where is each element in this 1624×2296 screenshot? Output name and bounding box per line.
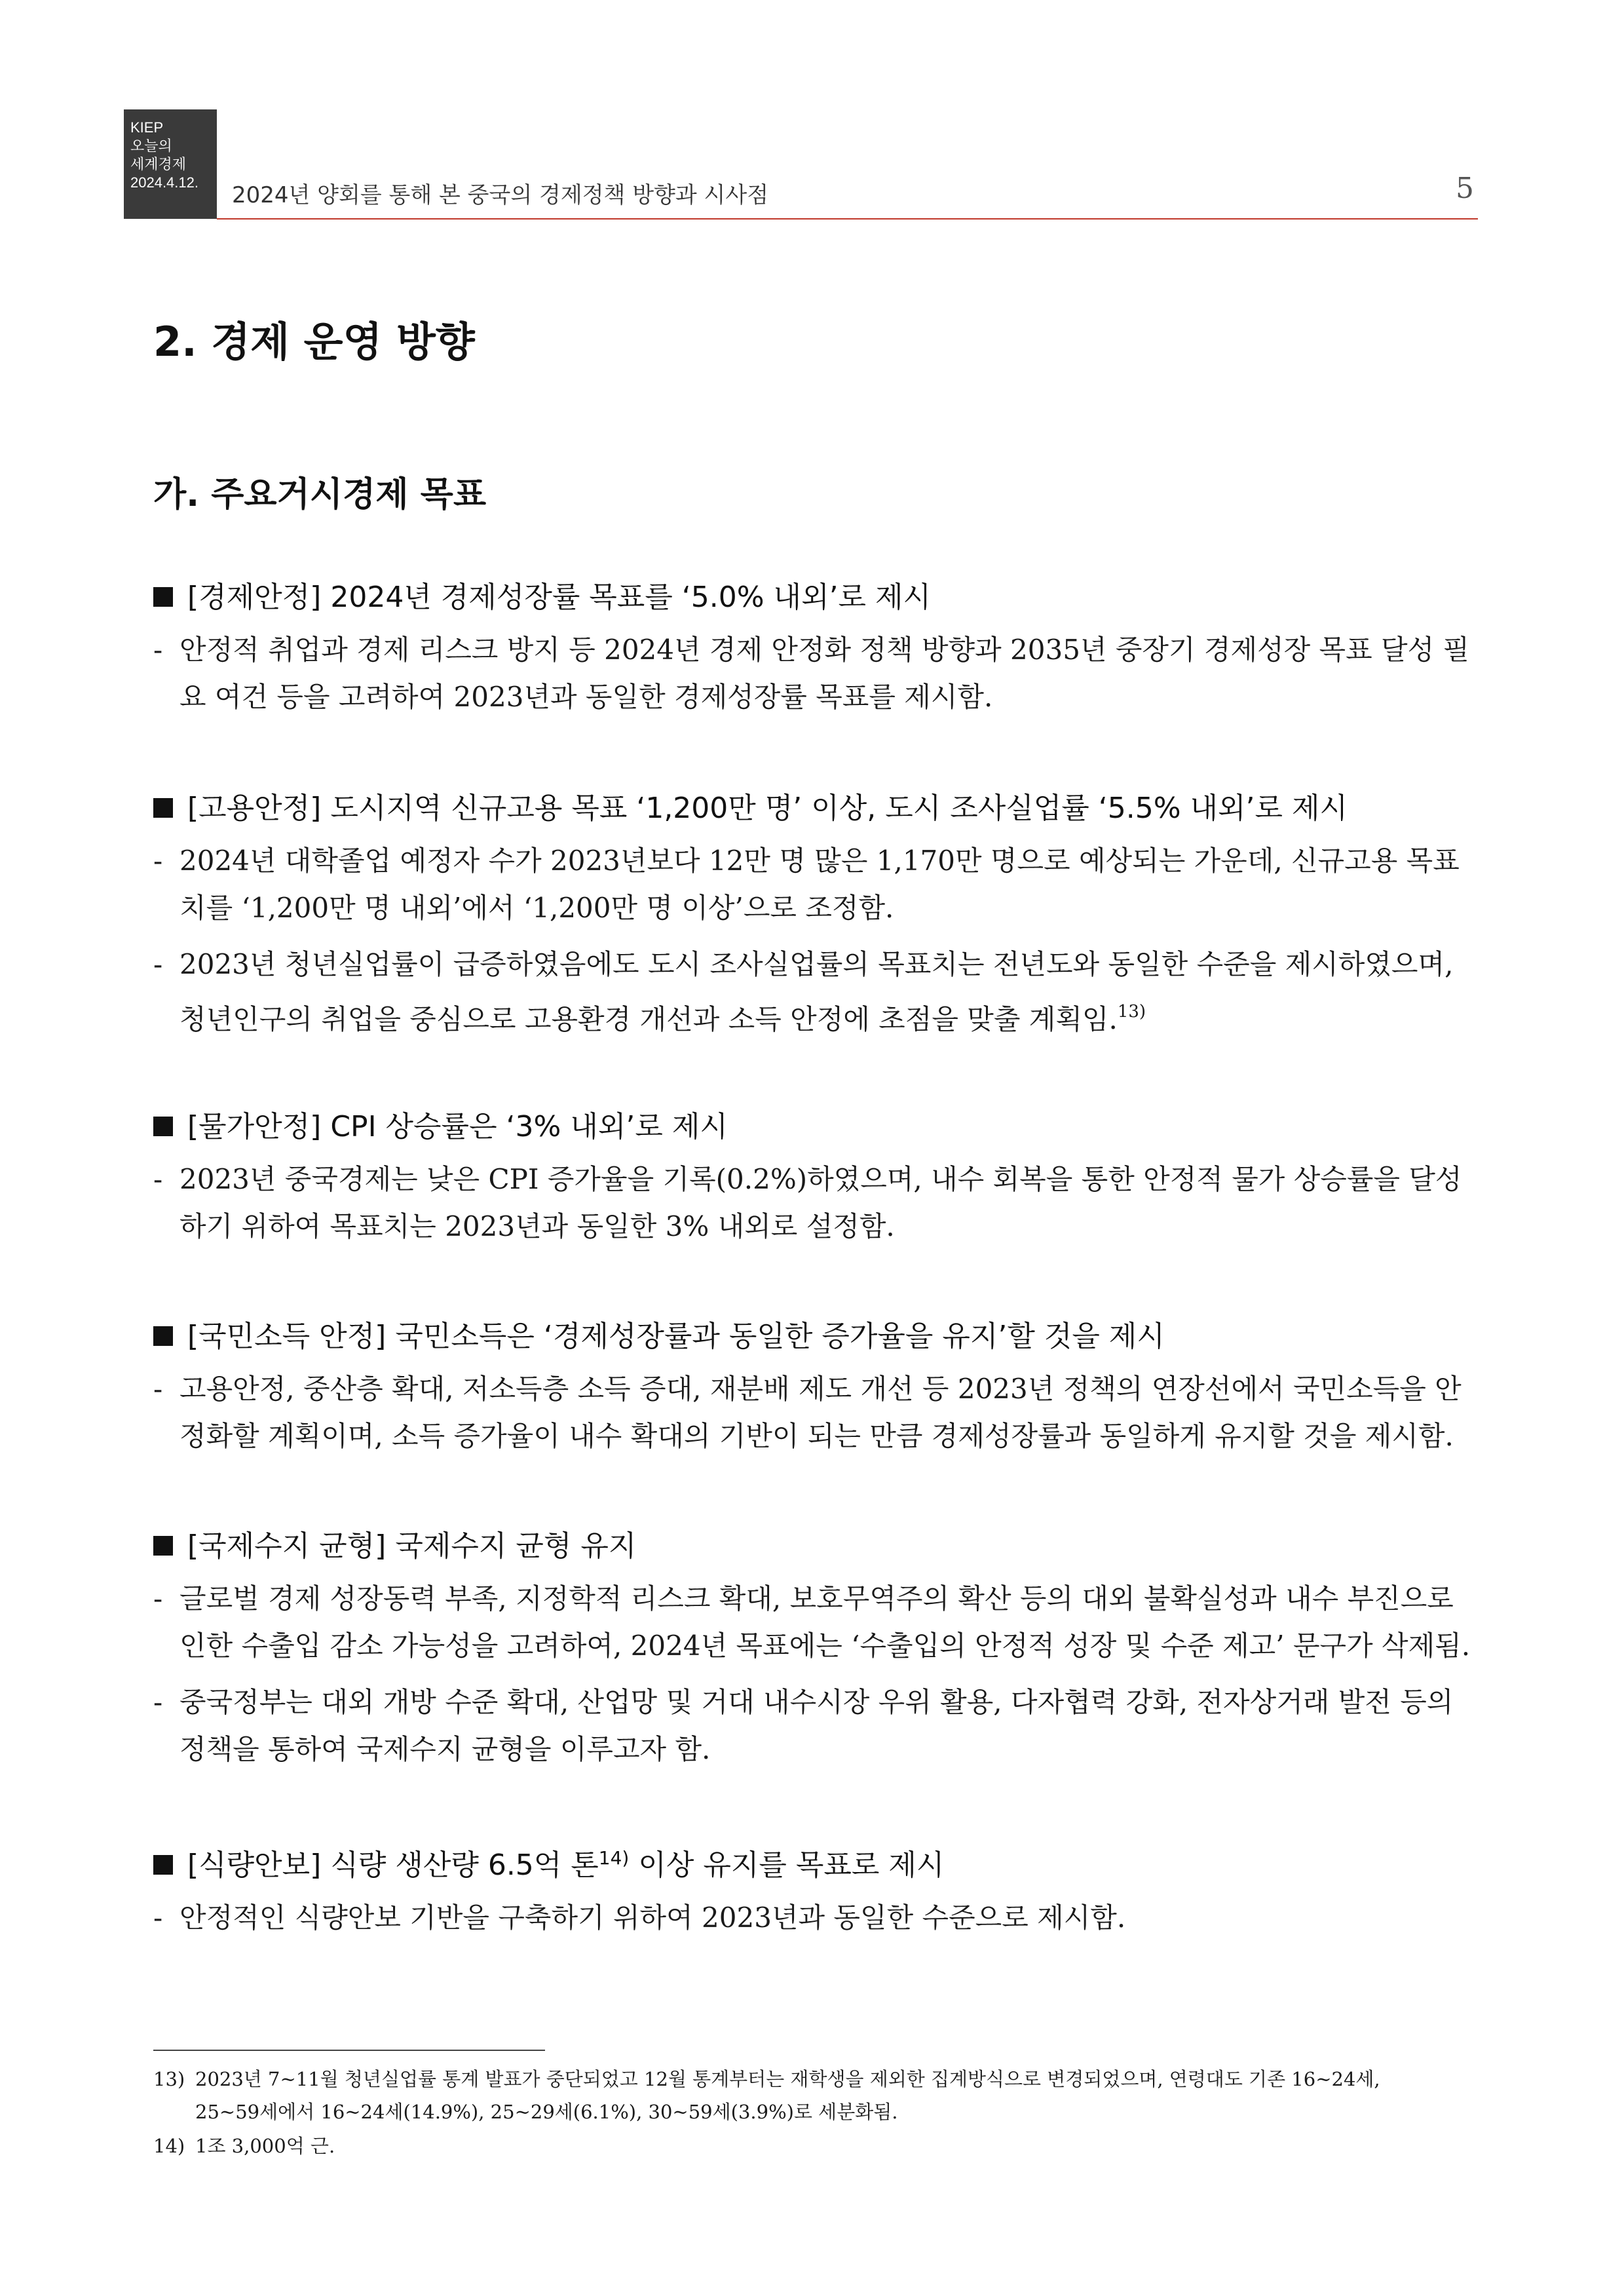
section-title-text: [물가안정] CPI 상승률은 ‘3% 내외’로 제시: [187, 1110, 728, 1143]
footnote-text: 1조 3,000억 근.: [195, 2135, 335, 2157]
footnote-ref[interactable]: 13): [1117, 1002, 1146, 1022]
badge-line: 세계경제: [130, 156, 187, 172]
section-title-text: [고용안정] 도시지역 신규고용 목표 ‘1,200만 명’ 이상, 도시 조사실업률 ‘5.5% 내외’로 제시: [187, 792, 1348, 825]
bullet-text: 2023년 청년실업률이 급증하였음에도 도시 조사실업률의 목표치는 전년도와 동일한 수준을 제시하였으며, 청년인구의 취업을 중심으로 고용환경 개선과 소득 안정에 초점을 맞출 계획임.: [179, 948, 1454, 1035]
section-title: [153, 789, 1483, 828]
section-economic-stability: [153, 578, 1483, 721]
section-employment-stability: [153, 789, 1483, 1043]
section-food-security: [153, 1839, 1483, 1942]
section-title: [153, 1839, 1483, 1885]
bullet-text: 2023년 중국경제는 낮은 CPI 증가율을 기록(0.2%)하였으며, 내수 회복을 통한 안정적 물가 상승률을 달성하기 위하여 목표치는 2023년과 동일한 3% 내외로 설정함.: [179, 1163, 1462, 1242]
section-balance-of-payments: [153, 1527, 1483, 1773]
section-title: [153, 1107, 1483, 1147]
bullet-text: 2024년 대학졸업 예정자 수가 2023년보다 12만 명 많은 1,170만 명으로 예상되는 가운데, 신규고용 목표치를 ‘1,200만 명 내외’에서 ‘1,200만 명 이상’으로 조정함.: [179, 845, 1460, 924]
footnote-text: 25~59세에서 16~24세(14.9%), 25~29세(6.1%), 30~59세(3.9%)로 세분화됨.: [195, 2101, 898, 2123]
badge-line: 2024.4.12.: [130, 174, 198, 191]
bullet-text: 글로벌 경제 성장동력 부족, 지정학적 리스크 확대, 보호무역주의 확산 등의 대외 불확실성과 내수 부진으로 인한 수출입 감소 가능성을 고려하여, 2024년 목표에는 ‘수출입의 안정적 성장 및 수준 제고’ 문구가 삭제됨.: [179, 1582, 1471, 1662]
section-title-text: 이상 유지를 목표로 제시: [629, 1848, 945, 1882]
footnote-ref[interactable]: 14): [598, 1847, 630, 1869]
footnote-number: 13): [153, 2068, 185, 2090]
square-bullet-icon: [153, 1326, 173, 1346]
bullet-item: - 중국정부는 대외 개방 수준 확대, 산업망 및 거대 내수시장 우위 활용, 다자협력 강화, 전자상거래 발전 등의 정책을 통하여 국제수지 균형을 이루고자 함.: [153, 1686, 1454, 1765]
square-bullet-icon: [153, 798, 173, 818]
bullet-text: 안정적인 식량안보 기반을 구축하기 위하여 2023년과 동일한 수준으로 제시함.: [179, 1902, 1126, 1934]
footnote-rule: [153, 2050, 545, 2051]
publication-badge: [124, 109, 217, 219]
section-title: [153, 1317, 1483, 1356]
bullet-text: 중국정부는 대외 개방 수준 확대, 산업망 및 거대 내수시장 우위 활용, 다자협력 강화, 전자상거래 발전 등의 정책을 통하여 국제수지 균형을 이루고자 함.: [179, 1686, 1454, 1765]
bullet-text: 고용안정, 중산층 확대, 저소득층 소득 증대, 재분배 제도 개선 등 2023년 정책의 연장선에서 국민소득을 안정화할 계획이며, 소득 증가율이 내수 확대의 기반이 되는 만큼 경제성장률과 동일하게 유지할 것을 제시함.: [179, 1373, 1462, 1452]
section-price-stability: [153, 1107, 1483, 1250]
square-bullet-icon: [153, 1536, 173, 1556]
section-heading: 2. 경제 운영 방향: [153, 318, 475, 366]
subsection-heading: 가. 주요거시경제 목표: [153, 475, 487, 514]
header-rule: [217, 218, 1478, 220]
section-income-stability: [153, 1317, 1483, 1460]
square-bullet-icon: [153, 1855, 173, 1875]
section-title-text: [국민소득 안정] 국민소득은 ‘경제성장률과 동일한 증가율을 유지’할 것을 제시: [187, 1320, 1165, 1353]
footnote-13: [153, 2063, 1483, 2128]
section-title-text: [국제수지 균형] 국제수지 균형 유지: [187, 1529, 637, 1563]
footnote-text: 2023년 7~11월 청년실업률 통계 발표가 중단되었고 12월 통계부터는 재학생을 제외한 집계방식으로 변경되었으며, 연령대도 기존 16~24세,: [195, 2068, 1380, 2090]
bullet-item: - 고용안정, 중산층 확대, 저소득층 소득 증대, 재분배 제도 개선 등 2023년 정책의 연장선에서 국민소득을 안정화할 계획이며, 소득 증가율이 내수 확대의 기반이 되는 만큼 경제성장률과 동일하게 유지할 것을 제시함.: [153, 1373, 1462, 1452]
footnote-number: 14): [153, 2135, 185, 2157]
badge-line: KIEP: [130, 119, 164, 136]
bullet-item: - 안정적 취업과 경제 리스크 방지 등 2024년 경제 안정화 정책 방향과 2035년 중장기 경제성장 목표 달성 필요 여건 등을 고려하여 2023년과 동일한 경제성장률 목표를 제시함.: [153, 634, 1470, 713]
section-title-text: [식량안보] 식량 생산량 6.5억 톤: [187, 1848, 599, 1882]
page-number: 5: [1456, 172, 1474, 205]
running-title: 2024년 양회를 통해 본 중국의 경제정책 방향과 시사점: [232, 182, 769, 208]
square-bullet-icon: [153, 587, 173, 607]
bullet-item: - 2023년 청년실업률이 급증하였음에도 도시 조사실업률의 목표치는 전년도와 동일한 수준을 제시하였으며, 청년인구의 취업을 중심으로 고용환경 개선과 소득 안정에 초점을 맞출 계획임.$^{13)}$: [153, 948, 1454, 1035]
footnote-14: [153, 2130, 1483, 2162]
square-bullet-icon: [153, 1117, 173, 1136]
section-title-text: [경제안정] 2024년 경제성장률 목표를 ‘5.0% 내외’로 제시: [187, 581, 932, 614]
bullet-item: - 안정적인 식량안보 기반을 구축하기 위하여 2023년과 동일한 수준으로 제시함.: [153, 1902, 1126, 1934]
section-title: [153, 578, 1483, 617]
bullet-item: - 2024년 대학졸업 예정자 수가 2023년보다 12만 명 많은 1,170만 명으로 예상되는 가운데, 신규고용 목표치를 ‘1,200만 명 내외’에서 ‘1,200만 명 이상’으로 조정함.: [153, 845, 1460, 924]
bullet-item: - 글로벌 경제 성장동력 부족, 지정학적 리스크 확대, 보호무역주의 확산 등의 대외 불확실성과 내수 부진으로 인한 수출입 감소 가능성을 고려하여, 2024년 목표에는 ‘수출입의 안정적 성장 및 수준 제고’ 문구가 삭제됨.: [153, 1582, 1471, 1662]
badge-line: 오늘의: [130, 138, 172, 154]
bullet-item: - 2023년 중국경제는 낮은 CPI 증가율을 기록(0.2%)하였으며, 내수 회복을 통한 안정적 물가 상승률을 달성하기 위하여 목표치는 2023년과 동일한 3% 내외로 설정함.: [153, 1163, 1462, 1242]
bullet-text: 안정적 취업과 경제 리스크 방지 등 2024년 경제 안정화 정책 방향과 2035년 중장기 경제성장 목표 달성 필요 여건 등을 고려하여 2023년과 동일한 경제성장률 목표를 제시함.: [179, 634, 1470, 713]
section-title: [153, 1527, 1483, 1566]
